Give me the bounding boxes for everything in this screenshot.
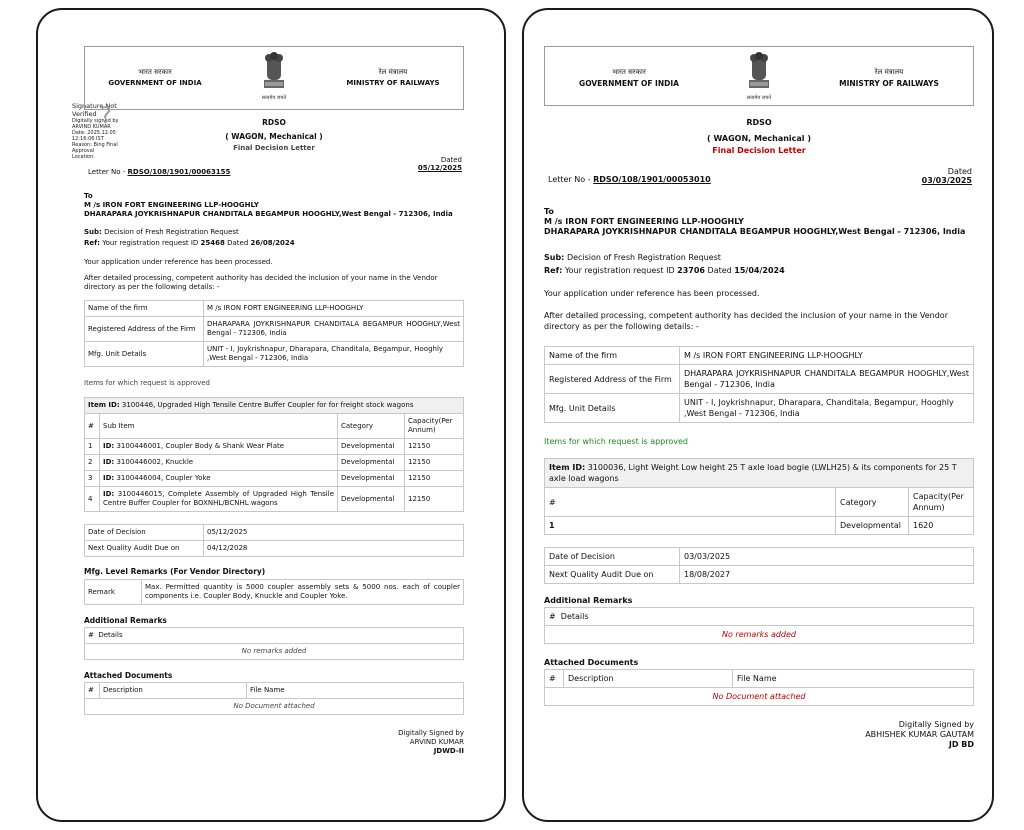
col-capacity: Capacity(Per Annum) <box>405 414 464 439</box>
sub-item-category: Developmental <box>338 439 405 455</box>
signature-stamp-line: Location: <box>72 154 95 160</box>
signed-by-label: Digitally Signed by <box>398 729 464 737</box>
attached-docs-heading: Attached Documents <box>544 658 639 667</box>
detail-value: DHARAPARA JOYKRISHNAPUR CHANDITALA BEGAMPUR HOOGHLY,West Bengal - 712306, India <box>680 365 974 394</box>
table-row <box>85 398 464 414</box>
detail-value: UNIT - I, Joykrishnapur, Dharapara, Chanditala, Begampur, Hooghly ,West Bengal - 712306, India <box>680 394 974 423</box>
sub-text: Decision of Fresh Registration Request <box>104 228 239 236</box>
para-processed: Your application under reference has been processed. <box>84 258 273 266</box>
signed-by-label: Digitally Signed by <box>898 720 974 729</box>
detail-label: Registered Address of the Firm <box>85 317 204 342</box>
signature-stamp-line: Reason: Bing Final <box>72 142 118 148</box>
signer-title: JDWD-II <box>433 747 464 755</box>
items-table <box>84 397 464 512</box>
ref-dated-label: Dated <box>707 266 732 275</box>
sub-item-category: Developmental <box>338 487 405 512</box>
col-description: Description <box>564 670 733 688</box>
ref-text: Your registration request ID <box>102 239 199 247</box>
government-label <box>559 67 699 89</box>
para-details: After detailed processing, competent authority has decided the inclusion of your name in the Vendor directory as per the following details: - <box>84 274 438 291</box>
question-mark-icon: ? <box>100 104 112 129</box>
gov-english: GOVERNMENT OF INDIA <box>579 79 679 88</box>
mfg-remarks-heading: Mfg. Level Remarks (For Vendor Directory) <box>84 567 266 576</box>
letter-card-1 <box>36 8 506 822</box>
table-row <box>85 471 464 487</box>
item-id-label: Item ID: <box>549 463 586 472</box>
ref-id: 23706 <box>677 266 705 275</box>
gov-hindi: भारत सरकार <box>138 68 172 76</box>
doc-title: Final Decision Letter <box>233 144 315 152</box>
dated-label: Dated <box>947 167 972 176</box>
sub-item-category: Developmental <box>338 455 405 471</box>
no-docs-text: No Document attached <box>545 688 974 706</box>
table-header-row <box>545 488 974 517</box>
sub-text: Decision of Fresh Registration Request <box>566 253 721 262</box>
ref-label: Ref: <box>544 266 563 275</box>
signature-stamp-line: ARVIND KUMAR <box>72 124 111 130</box>
to-label: To <box>84 192 93 200</box>
ministry-hindi: रेल मंत्रालय <box>874 68 904 76</box>
signature-block <box>544 720 974 750</box>
additional-remarks-table <box>544 607 974 644</box>
table-row <box>545 394 974 423</box>
additional-remarks-heading: Additional Remarks <box>544 596 633 605</box>
col-num: # <box>88 631 94 639</box>
signature-stamp-line: 12:16:06 IST <box>72 136 104 142</box>
ref-label: Ref: <box>84 239 100 247</box>
government-label <box>95 67 215 89</box>
sub-label: Sub: <box>544 253 565 262</box>
item-desc: Upgraded High Tensile Centre Buffer Coupler for for freight stock wagons <box>157 401 414 409</box>
decision-label: Next Quality Audit Due on <box>545 566 680 584</box>
letter-body-1 <box>84 46 464 756</box>
detail-label: Name of the firm <box>85 301 204 317</box>
decision-value: 18/08/2027 <box>680 566 974 584</box>
col-description: Description <box>100 683 247 699</box>
sub-item-desc: Complete Assembly of Upgraded High Tensile Centre Buffer Coupler for BOXNHL/BCNHL wagons <box>103 490 334 507</box>
col-num: # <box>549 612 556 621</box>
id-label: ID: <box>103 474 115 482</box>
attached-docs-table <box>544 669 974 706</box>
table-row <box>85 301 464 317</box>
no-remarks-text: No remarks added <box>85 644 464 660</box>
decision-value: 05/12/2025 <box>204 525 464 541</box>
row-num: 2 <box>85 455 100 471</box>
no-remarks-text: No remarks added <box>545 626 974 644</box>
gov-hindi: भारत सरकार <box>612 68 646 76</box>
ministry-label <box>819 67 959 89</box>
sub-item-id: 3100446001, <box>116 442 164 450</box>
col-file-name: File Name <box>733 670 974 688</box>
org-name: RDSO <box>262 118 286 127</box>
ref-dated-label: Dated <box>227 239 249 247</box>
table-row <box>85 525 464 541</box>
letter-no: RDSO/108/1901/00053010 <box>593 175 711 184</box>
detail-label: Mfg. Unit Details <box>545 394 680 423</box>
table-row <box>545 688 974 706</box>
emblem-caption: सत्यमेव जयते <box>746 95 772 101</box>
table-header-row <box>85 414 464 439</box>
table-row <box>85 439 464 455</box>
ref-id: 25468 <box>200 239 225 247</box>
table-row <box>545 548 974 566</box>
firm-details-table <box>84 300 464 367</box>
id-label: ID: <box>103 490 115 498</box>
table-row <box>85 580 464 605</box>
sub-item-capacity: 12150 <box>405 487 464 512</box>
row-num: 3 <box>85 471 100 487</box>
dated-label: Dated <box>440 156 462 164</box>
table-header-row <box>85 683 464 699</box>
table-row <box>85 342 464 367</box>
decision-table <box>544 547 974 584</box>
decision-value: 04/12/2028 <box>204 541 464 557</box>
ref-date: 15/04/2024 <box>734 266 785 275</box>
item-id-label: Item ID: <box>88 401 120 409</box>
letter-no: RDSO/108/1901/00063155 <box>127 168 231 176</box>
table-header-row <box>545 670 974 688</box>
decision-label: Date of Decision <box>545 548 680 566</box>
letter-no-label: Letter No - <box>548 175 591 184</box>
table-row <box>85 487 464 512</box>
sub-item-id: 3100446004, <box>116 474 164 482</box>
addressee-name: M /s IRON FORT ENGINEERING LLP-HOOGHLY <box>84 201 259 209</box>
table-row <box>85 644 464 660</box>
para-details: After detailed processing, competent authority has decided the inclusion of your name in the Vendor directory as per the following details: - <box>544 311 948 331</box>
letter-body-2 <box>544 46 974 750</box>
signature-stamp-line: Date: 2025.12.05 <box>72 130 116 136</box>
subject-block <box>84 227 464 249</box>
letter-no-row <box>544 167 974 193</box>
table-header-row <box>545 608 974 626</box>
letter-date: 03/03/2025 <box>921 176 972 185</box>
items-heading: Items for which request is approved <box>84 379 210 387</box>
table-row <box>85 455 464 471</box>
id-label: ID: <box>103 442 115 450</box>
addressee-block <box>544 207 974 237</box>
sub-item-capacity: 12150 <box>405 471 464 487</box>
col-num: # <box>85 683 100 699</box>
sub-item-desc: Coupler Yoke <box>165 474 211 482</box>
sub-item-capacity: 12150 <box>405 455 464 471</box>
national-emblem-icon <box>256 50 292 106</box>
letter-no-row <box>84 156 464 180</box>
table-header-row <box>85 628 464 644</box>
ref-text: Your registration request ID <box>564 266 675 275</box>
detail-value: UNIT - I, Joykrishnapur, Dharapara, Chanditala, Begampur, Hooghly ,West Bengal - 712306, India <box>204 342 464 367</box>
signer-title: JD BD <box>948 740 974 749</box>
attached-docs-heading: Attached Documents <box>84 671 173 680</box>
table-row <box>85 699 464 715</box>
letterhead <box>84 46 464 110</box>
signature-stamp-title: Signature Not Verified <box>72 102 117 118</box>
org-name: RDSO <box>746 118 772 127</box>
row-num: 1 <box>85 439 100 455</box>
addressee-name: M /s IRON FORT ENGINEERING LLP-HOOGHLY <box>544 217 744 226</box>
signature-stamp-line: Digitally signed by <box>72 118 119 124</box>
id-label: ID: <box>103 458 115 466</box>
detail-label: Name of the firm <box>545 347 680 365</box>
letter-no-label: Letter No - <box>88 168 126 176</box>
table-row <box>545 347 974 365</box>
col-num: # <box>545 488 836 517</box>
ref-date: 26/08/2024 <box>250 239 295 247</box>
additional-remarks-table <box>84 627 464 660</box>
remark-label: Remark <box>85 580 142 605</box>
department: ( WAGON, Mechanical ) <box>707 134 811 143</box>
col-num: # <box>85 414 100 439</box>
items-table <box>544 458 974 535</box>
table-row <box>85 541 464 557</box>
table-row <box>545 626 974 644</box>
sub-item-capacity: 12150 <box>405 439 464 455</box>
col-num: # <box>545 670 564 688</box>
national-emblem-icon <box>741 50 777 106</box>
table-row <box>85 317 464 342</box>
signer-name: ARVIND KUMAR <box>409 738 464 746</box>
sub-item-category: Developmental <box>338 471 405 487</box>
to-label: To <box>544 207 554 216</box>
letterhead <box>544 46 974 106</box>
addressee-address: DHARAPARA JOYKRISHNAPUR CHANDITALA BEGAMPUR HOOGHLY,West Bengal - 712306, India <box>84 210 453 218</box>
para-processed: Your application under reference has been processed. <box>544 289 760 298</box>
sub-item-desc: Coupler Body & Shank Wear Plate <box>165 442 285 450</box>
gov-english: GOVERNMENT OF INDIA <box>108 79 202 87</box>
decision-table <box>84 524 464 557</box>
items-heading: Items for which request is approved <box>544 437 688 446</box>
item-category: Developmental <box>836 517 909 535</box>
col-file-name: File Name <box>247 683 464 699</box>
detail-value: M /s IRON FORT ENGINEERING LLP-HOOGHLY <box>204 301 464 317</box>
addressee-block <box>84 192 464 219</box>
col-capacity: Capacity(Per Annum) <box>909 488 974 517</box>
letter-date: 05/12/2025 <box>417 164 462 172</box>
decision-label: Date of Decision <box>85 525 204 541</box>
col-details: Details <box>560 612 589 621</box>
ministry-label <box>333 67 453 89</box>
department: ( WAGON, Mechanical ) <box>225 132 323 141</box>
item-desc: Light Weight Low height 25 T axle load bogie (LWLH25) & its components for 25 T axle load wagons <box>549 463 957 483</box>
item-id: 3100036, <box>587 463 626 472</box>
detail-label: Registered Address of the Firm <box>545 365 680 394</box>
ministry-english: MINISTRY OF RAILWAYS <box>346 79 440 87</box>
addressee-address: DHARAPARA JOYKRISHNAPUR CHANDITALA BEGAMPUR HOOGHLY,West Bengal - 712306, India <box>544 227 966 236</box>
mfg-remarks-table <box>84 579 464 605</box>
sub-item-id: 3100446015, <box>117 490 165 498</box>
col-category: Category <box>338 414 405 439</box>
item-id: 3100446, <box>121 401 156 409</box>
ministry-hindi: रेल मंत्रालय <box>378 68 408 76</box>
table-row <box>545 517 974 535</box>
table-row <box>545 566 974 584</box>
additional-remarks-heading: Additional Remarks <box>84 616 167 625</box>
sub-item-desc: Knuckle <box>165 458 194 466</box>
remark-text: Max. Permitted quantity is 5000 coupler assembly sets & 5000 nos. each of coupler components i.e. Coupler Body, Knuckle and Coupler Yoke. <box>142 580 464 605</box>
sub-label: Sub: <box>84 228 102 236</box>
ministry-english: MINISTRY OF RAILWAYS <box>839 79 939 88</box>
letter-card-2 <box>522 8 994 822</box>
col-category: Category <box>836 488 909 517</box>
attached-docs-table <box>84 682 464 715</box>
table-row <box>545 459 974 488</box>
detail-value: M /s IRON FORT ENGINEERING LLP-HOOGHLY <box>680 347 974 365</box>
col-sub-item: Sub Item <box>100 414 338 439</box>
emblem-caption: सत्यमेव जयते <box>261 95 287 101</box>
subject-block <box>544 251 974 277</box>
signature-block <box>84 729 464 756</box>
decision-label: Next Quality Audit Due on <box>85 541 204 557</box>
detail-value: DHARAPARA JOYKRISHNAPUR CHANDITALA BEGAMPUR HOOGHLY,West Bengal - 712306, India <box>204 317 464 342</box>
row-num: 4 <box>85 487 100 512</box>
doc-title: Final Decision Letter <box>712 146 806 155</box>
col-details: Details <box>98 631 123 639</box>
signer-name: ABHISHEK KUMAR GAUTAM <box>865 730 974 739</box>
sub-item-id: 3100446002, <box>116 458 164 466</box>
decision-value: 03/03/2025 <box>680 548 974 566</box>
detail-label: Mfg. Unit Details <box>85 342 204 367</box>
row-num: 1 <box>545 517 836 535</box>
signature-stamp-line: Approval <box>72 148 95 154</box>
item-capacity: 1620 <box>909 517 974 535</box>
no-docs-text: No Document attached <box>85 699 464 715</box>
table-row <box>545 365 974 394</box>
firm-details-table <box>544 346 974 423</box>
